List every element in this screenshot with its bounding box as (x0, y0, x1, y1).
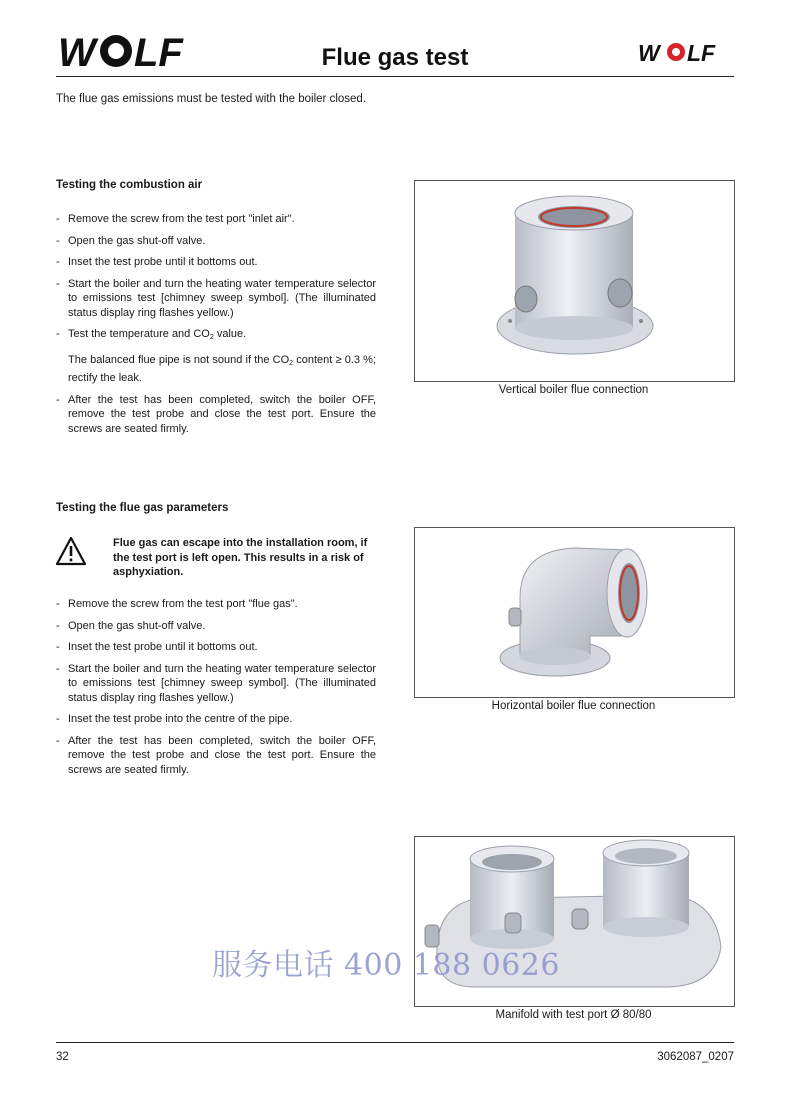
list-item: - Open the gas shut-off valve. (56, 234, 376, 249)
combustion-air-steps (56, 212, 376, 443)
page-title: Flue gas test (321, 44, 469, 71)
vertical-flue-illustration (415, 181, 734, 381)
list-item: - Open the gas shut-off valve. (56, 619, 376, 634)
list-item: - Start the boiler and turn the heating water temperature selector to emissions test [chimney sweep symbol]. (The illuminated status display ring flashes yellow.) (56, 662, 376, 706)
list-item: - Remove the screw from the test port "flue gas". (56, 597, 376, 612)
warning-text: Flue gas can escape into the installation room, if the test port is left open. This results in a risk of asphyxiation. (113, 537, 368, 578)
flue-gas-steps (56, 597, 376, 784)
list-item: - Inset the test probe until it bottoms out. (56, 640, 376, 655)
svg-text:LF: LF (687, 40, 716, 64)
svg-text:W: W (58, 31, 96, 72)
warning-icon (55, 536, 87, 566)
caption-vertical-flue: Vertical boiler flue connection (498, 384, 649, 396)
list-item: - After the test has been completed, switch the boiler OFF, remove the test probe and close the test port. Ensure the screws are seated firmly. (56, 734, 376, 778)
figure-horizontal-flue (414, 527, 735, 698)
section-heading-flue-gas: Testing the flue gas parameters (56, 502, 229, 514)
svg-text:LF: LF (134, 31, 183, 72)
leak-note: The balanced flue pipe is not sound if the $CO_2$ content ≥ 0.3 %; rectify the leak. (68, 353, 377, 384)
section-heading-combustion-air: Testing the combustion air (56, 179, 203, 191)
wolf-logo-small (638, 40, 724, 64)
list-item: - Remove the screw from the test port "inlet air". (56, 212, 376, 227)
service-phone-watermark: 服务电话 400 188 0626 (212, 948, 560, 983)
caption-manifold: Manifold with test port Ø 80/80 (495, 1009, 652, 1021)
list-item: - After the test has been completed, switch the boiler OFF, remove the test probe and close the test port. Ensure the screws are seated firmly. (56, 393, 376, 437)
document-code: 3062087_0207 (657, 1051, 734, 1063)
list-item: - Test the temperature and $CO_2$ value. (56, 327, 376, 346)
intro-text: The flue gas emissions must be tested with the boiler closed. (56, 93, 367, 105)
svg-text:W: W (638, 40, 660, 64)
list-item: - Start the boiler and turn the heating water temperature selector to emissions test [chimney sweep symbol]. (The illuminated status display ring flashes yellow.) (56, 277, 376, 321)
horizontal-flue-illustration (415, 528, 734, 697)
caption-horizontal-flue: Horizontal boiler flue connection (491, 700, 656, 712)
list-item: - Inset the test probe into the centre of the pipe. (56, 712, 376, 727)
list-item: - Inset the test probe until it bottoms out. (56, 255, 376, 270)
footer-rule (56, 1042, 734, 1043)
page-number: 32 (56, 1051, 69, 1063)
figure-vertical-flue (414, 180, 735, 382)
header-rule (56, 76, 734, 77)
